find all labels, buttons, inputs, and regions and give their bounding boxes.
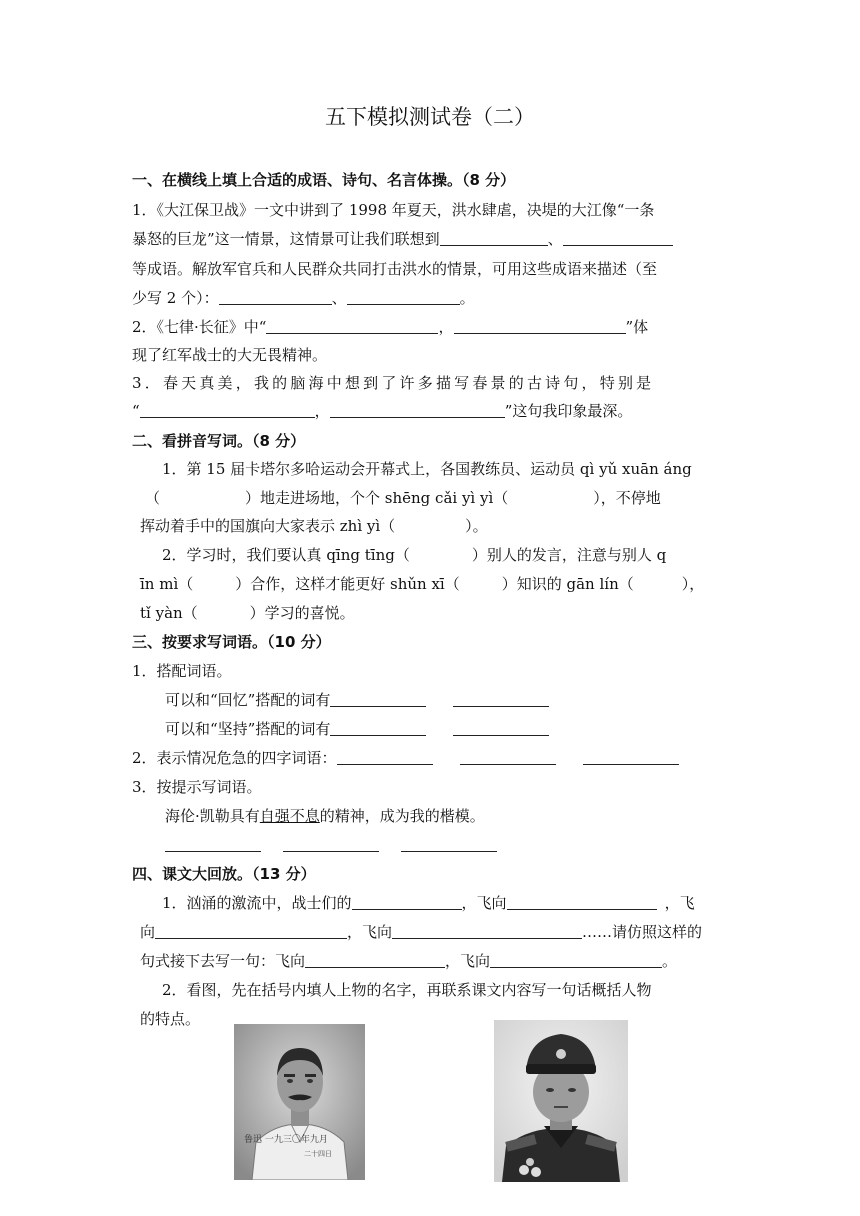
s3-q2: 2．表示情况危急的四字词语： [132,745,679,771]
s3-q3: 3．按提示写词语。 [132,778,262,796]
section-3-heading: 三、按要求写词语。（10 分） [132,633,331,651]
answer-blank[interactable] [440,227,548,246]
portrait-photo-marshal [494,1020,628,1182]
answer-blank[interactable] [352,891,462,910]
answer-blank[interactable] [583,746,679,765]
answer-blank[interactable] [453,717,549,736]
answer-blank[interactable] [330,717,426,736]
answer-blank[interactable] [454,315,626,334]
s2-q2-line3: tǐ yàn（ ）学习的喜悦。 [140,604,355,622]
s1-q2-line2: 现了红军战士的大无畏精神。 [132,346,328,364]
s1-q3-line1: 3．春天真美，我的脑海中想到了许多描写春景的古诗句，特别是 [132,374,655,392]
answer-blank[interactable] [347,286,460,305]
s3-q3-sentence: 海伦·凯勒具有自强不息的精神，成为我的楷模。 [165,807,485,825]
s4-q1-line1: 1．汹涌的激流中，战士们的 ，飞向 ，飞 [162,890,695,916]
s1-q1-line4: 少写 2 个）： 、 。 [132,285,475,311]
s1-q1-line3: 等成语。解放军官兵和人民群众共同打击洪水的情景，可用这些成语来描述（至 [132,260,658,278]
section-4-heading: 四、课文大回放。（13 分） [132,865,316,883]
answer-blank[interactable] [330,399,505,418]
answer-blank[interactable] [337,746,433,765]
answer-blank[interactable] [460,746,556,765]
answer-blank[interactable] [392,920,582,939]
page-title: 五下模拟测试卷（二） [325,105,535,129]
answer-blank[interactable] [283,833,379,852]
s1-q1-line2: 暴怒的巨龙”这一情景，这情景可让我们联想到 、 [132,226,673,252]
answer-blank[interactable] [219,286,332,305]
answer-blank[interactable] [165,833,261,852]
s4-q1-line2: 向 ，飞向 ……请仿照这样的 [140,919,702,945]
answer-blank[interactable] [266,315,438,334]
answer-blank[interactable] [453,688,549,707]
s2-q1-line3: 挥动着手中的国旗向大家表示 zhì yì（ ）。 [140,517,488,535]
s4-q1-line3: 句式接下去写一句：飞向 ，飞向 。 [140,948,677,974]
s2-q1-line2: （ ）地走进场地，个个 shēng cǎi yì yì（ ），不停地 [145,489,661,507]
s3-q1-b: 可以和“坚持”搭配的词有 [165,716,549,742]
answer-blank[interactable] [563,227,673,246]
s4-q2-line1: 2．看图，先在括号内填人上物的名字，再联系课文内容写一句话概括人物 [162,981,652,999]
s2-q2-line2: īn mì（ ）合作，这样才能更好 shǔn xī（ ）知识的 gān lín（ ）， [140,575,705,593]
s4-q2-line2: 的特点。 [140,1010,201,1028]
s1-q1-line1: 1．《大江保卫战》一文中讲到了 1998 年夏天，洪水肆虐，决堤的大江像“一条 [132,201,655,219]
s2-q2-line1: 2．学习时，我们要认真 qīng tīng（ ）别人的发言，注意与别人 q [162,546,667,564]
answer-blank[interactable] [305,949,445,968]
s3-q1: 1．搭配词语。 [132,662,232,680]
portrait-photo-writer [234,1024,365,1180]
s1-q2-line1: 2．《七律·长征》中“ ， ”体 [132,314,648,340]
answer-blank[interactable] [155,920,347,939]
section-2-heading: 二、看拼音写词。（8 分） [132,432,306,450]
section-1-heading: 一、在横线上填上合适的成语、诗句、名言体操。（8 分） [132,171,516,189]
underlined-idiom: 自强不息 [259,807,320,825]
answer-blank[interactable] [401,833,497,852]
s2-q1-line1: 1．第 15 届卡塔尔多哈运动会开幕式上，各国教练员、运动员 qì yǔ xuān áng [162,460,692,478]
answer-blank[interactable] [490,949,662,968]
answer-blank[interactable] [140,399,315,418]
answer-blank[interactable] [330,688,426,707]
s3-q1-a: 可以和“回忆”搭配的词有 [165,687,549,713]
s1-q3-line2: “ ， ”这句我印象最深。 [132,398,632,424]
answer-blank[interactable] [507,891,657,910]
inscription-text: 鲁迅 一九三〇年九月 [244,1135,328,1145]
inscription-date: 二十四日 [304,1150,332,1158]
s3-q3-answers [165,832,497,858]
